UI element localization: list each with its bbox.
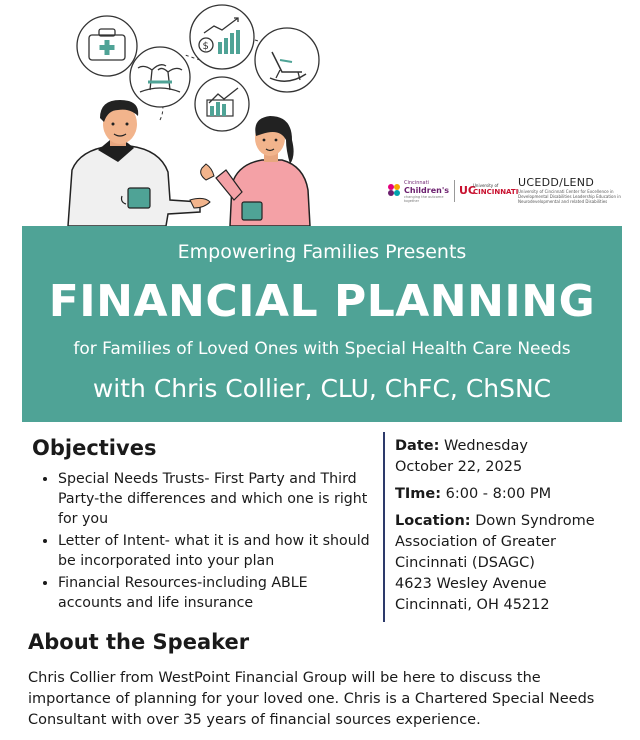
section-divider bbox=[383, 432, 385, 622]
objectives-list bbox=[28, 469, 373, 613]
objectives-section bbox=[28, 435, 373, 615]
event-date: Date: Wednesday October 22, 2025 bbox=[395, 438, 528, 475]
list-item: • Letter of Intent- what it is and how it should be incorporated into your plan bbox=[58, 531, 373, 571]
event-location: Location: Down Syndrome Association of Greater Cincinnati (DSAGC) 4623 Wesley Avenue Cincinnati, OH 45212 bbox=[395, 513, 595, 613]
speaker-line: with Chris Collier, CLU, ChFC, ChSNC bbox=[92, 374, 552, 403]
ucedd-lend-logo: UCEDD/LEND University of Cincinnati Center for Excellence in Developmental Disabilities Leadership Education in Neurodevelopmental and related Disabilities bbox=[518, 176, 621, 204]
sponsor-logos bbox=[386, 176, 636, 216]
uc-mark: UC bbox=[459, 184, 477, 197]
woman-illustration bbox=[201, 116, 310, 226]
uc-logo: UC University of CINCINNATI bbox=[454, 180, 515, 202]
money-chart-icon bbox=[190, 5, 254, 69]
about-heading: About the Speaker bbox=[28, 630, 250, 654]
svg-text:$: $ bbox=[202, 41, 209, 52]
list-item: • Special Needs Trusts- First Party and Third Party-the differences and which one is right for you bbox=[58, 469, 373, 529]
growth-chart-icon bbox=[195, 77, 249, 131]
about-text: Chris Collier from WestPoint Financial Group will be here to discuss the importance of planning for your loved one. Chris is a Chartered Special Needs Consultant with over 35 years of financial sources experience. bbox=[28, 670, 595, 728]
objectives-heading: Objectives bbox=[32, 436, 157, 460]
subtitle: for Families of Loved Ones with Special Health Care Needs bbox=[73, 339, 571, 359]
list-item: • Financial Resources-including ABLE accounts and life insurance bbox=[58, 573, 373, 613]
man-illustration bbox=[68, 100, 210, 226]
event-details bbox=[395, 436, 635, 622]
childrens-logo-icon bbox=[386, 182, 402, 198]
title-banner bbox=[22, 226, 622, 422]
page-title: FINANCIAL PLANNING bbox=[48, 276, 596, 327]
rocking-chair-icon bbox=[255, 28, 319, 92]
cincinnati-childrens-logo: Cincinnati Children's changing the outcome together bbox=[386, 180, 446, 202]
vacation-icon bbox=[130, 47, 190, 107]
presenter-line: Empowering Families Presents bbox=[177, 241, 467, 263]
event-time: TIme: 6:00 - 8:00 PM bbox=[395, 486, 552, 502]
medical-kit-icon bbox=[77, 16, 137, 76]
